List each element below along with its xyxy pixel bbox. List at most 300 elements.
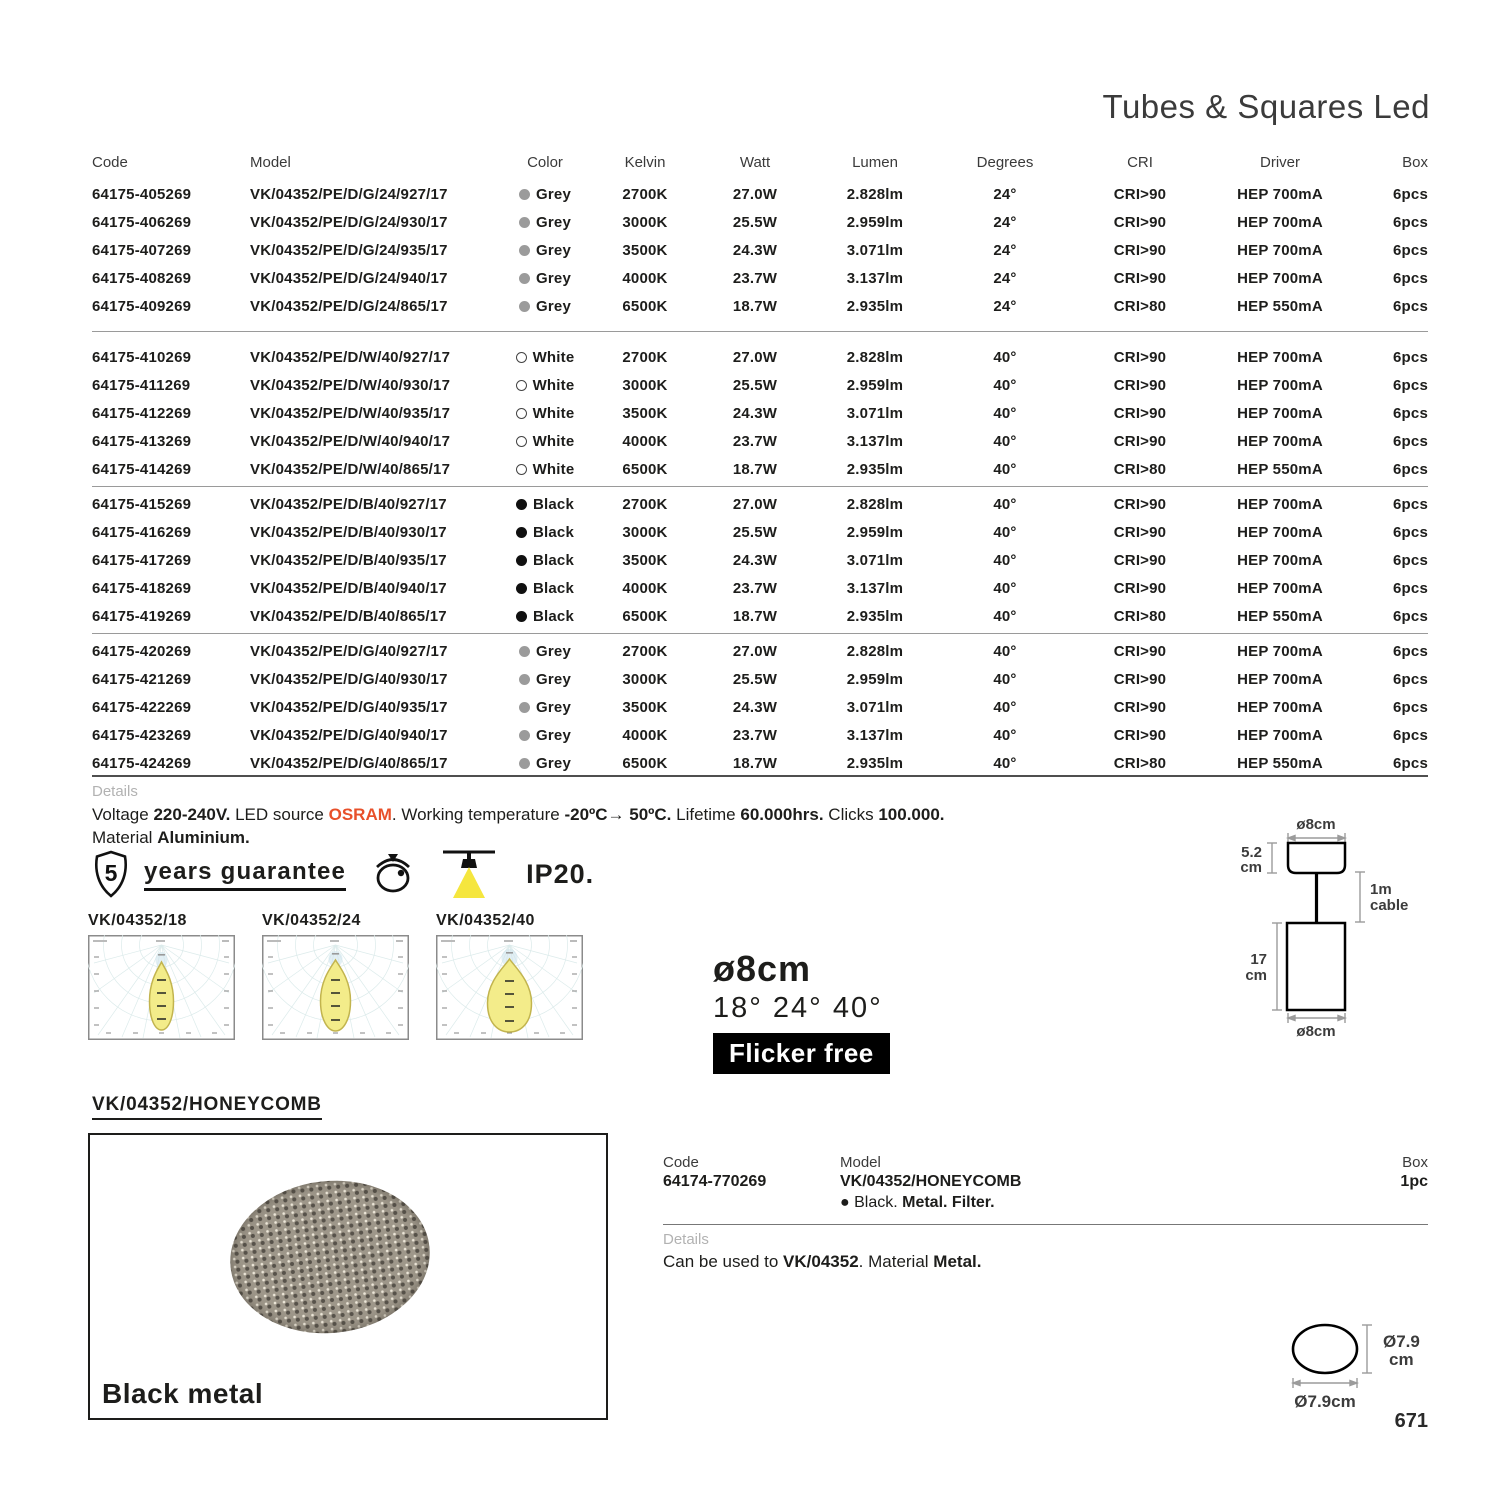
cell-model: VK/04352/PE/D/G/24/865/17 (250, 297, 448, 315)
svg-text:cm: cm (1389, 1350, 1414, 1369)
filter-dimension-drawing (1275, 1295, 1495, 1425)
cell-model: VK/04352/PE/D/B/40/930/17 (250, 523, 447, 541)
cell-kelvin: 6500K (622, 460, 668, 478)
cell-cri: CRI>90 (1113, 698, 1167, 716)
product-table (92, 148, 1428, 777)
cell-cri: CRI>90 (1113, 642, 1167, 660)
honeycomb-box-label: Box (1402, 1154, 1428, 1171)
cell-kelvin: 6500K (622, 607, 668, 625)
color-dot-black (516, 583, 527, 594)
details-line-1: Voltage 220-240V. LED source OSRAM. Working temperature -20ºC→ 50ºC. Lifetime 60.000hrs. Clicks 100.000. (92, 805, 945, 824)
cell-code: 64175-408269 (92, 269, 192, 287)
page-title: Tubes & Squares Led (1102, 88, 1430, 125)
cell-cri: CRI>90 (1113, 726, 1167, 744)
cell-driver: HEP 700mA (1237, 213, 1323, 231)
cell-lumen: 3.071lm (846, 241, 904, 259)
color-dot-black (516, 499, 527, 510)
cell-box: 6pcs (1393, 241, 1428, 259)
cell-box: 6pcs (1393, 523, 1428, 541)
cell-lumen: 3.071lm (846, 698, 904, 716)
cell-box: 6pcs (1393, 297, 1428, 315)
cell-degrees: 40° (993, 642, 1017, 660)
table-row (92, 546, 1428, 574)
cell-kelvin: 3500K (622, 241, 668, 259)
table-group-separator (92, 633, 1428, 634)
diagram-label: VK/04352/18 (88, 912, 187, 929)
cell-degrees: 40° (993, 348, 1017, 366)
cell-cri: CRI>90 (1113, 241, 1167, 259)
table-row (92, 236, 1428, 264)
cell-cri: CRI>90 (1113, 670, 1167, 688)
cell-degrees: 40° (993, 698, 1017, 716)
cell-degrees: 40° (993, 495, 1017, 513)
cell-kelvin: 3000K (622, 213, 668, 231)
diameter-label: ø8cm (713, 948, 812, 989)
table-row (92, 208, 1428, 236)
cell-code: 64175-422269 (92, 698, 192, 716)
color-dot-white (516, 408, 527, 419)
table-row (92, 264, 1428, 292)
cell-watt: 27.0W (732, 495, 778, 513)
cell-cri: CRI>90 (1113, 269, 1167, 287)
cell-degrees: 40° (993, 523, 1017, 541)
cell-kelvin: 2700K (622, 348, 668, 366)
header-box: Box (1402, 153, 1428, 171)
details-line-2: Material Aluminium. (92, 828, 250, 847)
cell-lumen: 2.935lm (846, 297, 904, 315)
cell-model: VK/04352/PE/D/G/40/930/17 (250, 670, 448, 688)
photometric-diagram-40 (436, 912, 583, 1045)
cell-model: VK/04352/PE/D/W/40/927/17 (250, 348, 451, 366)
honeycomb-spec-line: ● Black. Metal. Filter. (840, 1194, 995, 1211)
color-dot-grey (519, 189, 530, 200)
cell-watt: 18.7W (732, 607, 778, 625)
cell-box: 6pcs (1393, 698, 1428, 716)
cell-box: 6pcs (1393, 642, 1428, 660)
cell-watt: 23.7W (732, 726, 778, 744)
table-row (92, 637, 1428, 665)
honeycomb-code-label: Code (663, 1154, 699, 1171)
cell-code: 64175-409269 (92, 297, 192, 315)
table-row (92, 518, 1428, 546)
cell-model: VK/04352/PE/D/G/24/935/17 (250, 241, 448, 259)
cell-code: 64175-406269 (92, 213, 192, 231)
cell-code: 64175-410269 (92, 348, 192, 366)
table-header-row (92, 148, 1428, 176)
cell-driver: HEP 550mA (1237, 460, 1323, 478)
color-dot-grey (519, 646, 530, 657)
cell-model: VK/04352/PE/D/G/24/927/17 (250, 185, 448, 203)
cell-watt: 23.7W (732, 432, 778, 450)
cell-box: 6pcs (1393, 551, 1428, 569)
cell-color: White (500, 433, 590, 450)
cell-cri: CRI>90 (1113, 376, 1167, 394)
cell-lumen: 2.959lm (846, 376, 904, 394)
beam-plot-24 (262, 935, 409, 1040)
cell-model: VK/04352/PE/D/G/40/940/17 (250, 726, 448, 744)
photometric-diagrams (88, 912, 583, 1045)
cell-lumen: 2.828lm (846, 642, 904, 660)
color-dot-white (516, 352, 527, 363)
cell-cri: CRI>90 (1113, 551, 1167, 569)
cell-watt: 23.7W (732, 269, 778, 287)
cell-cri: CRI>90 (1113, 348, 1167, 366)
cell-box: 6pcs (1393, 185, 1428, 203)
svg-text:cm: cm (1240, 859, 1262, 876)
cell-driver: HEP 550mA (1237, 754, 1323, 772)
table-row (92, 180, 1428, 208)
cell-cri: CRI>80 (1113, 297, 1167, 315)
cell-code: 64175-420269 (92, 642, 192, 660)
cell-model: VK/04352/PE/D/W/40/865/17 (250, 460, 451, 478)
cell-driver: HEP 550mA (1237, 607, 1323, 625)
svg-text:ø8cm: ø8cm (1296, 816, 1336, 833)
cell-watt: 24.3W (732, 698, 778, 716)
cell-code: 64175-415269 (92, 495, 192, 513)
color-dot-grey (519, 301, 530, 312)
cell-lumen: 2.828lm (846, 495, 904, 513)
cell-lumen: 3.137lm (846, 579, 904, 597)
cell-cri: CRI>90 (1113, 579, 1167, 597)
color-dot-grey (519, 273, 530, 284)
cell-degrees: 40° (993, 551, 1017, 569)
cell-watt: 18.7W (732, 297, 778, 315)
header-kelvin: Kelvin (624, 153, 666, 171)
cell-watt: 18.7W (732, 754, 778, 772)
table-row (92, 749, 1428, 777)
cell-box: 6pcs (1393, 460, 1428, 478)
cell-cri: CRI>90 (1113, 495, 1167, 513)
cell-lumen: 2.959lm (846, 523, 904, 541)
cell-kelvin: 2700K (622, 495, 668, 513)
cell-color: Grey (500, 643, 590, 660)
cell-color: Grey (500, 214, 590, 231)
cell-lumen: 2.935lm (846, 754, 904, 772)
color-dot-grey (519, 245, 530, 256)
cell-color: White (500, 461, 590, 478)
cell-model: VK/04352/PE/D/G/40/927/17 (250, 642, 448, 660)
cell-model: VK/04352/PE/D/W/40/940/17 (250, 432, 451, 450)
table-row (92, 343, 1428, 371)
flicker-free-badge: Flicker free (713, 1033, 890, 1074)
details-heading: Details (92, 783, 138, 800)
cell-degrees: 24° (993, 185, 1017, 203)
cell-cri: CRI>80 (1113, 754, 1167, 772)
cell-kelvin: 3000K (622, 670, 668, 688)
honeycomb-image-frame (88, 1133, 608, 1420)
svg-text:Ø7.9: Ø7.9 (1383, 1332, 1420, 1351)
color-dot-grey (519, 217, 530, 228)
cell-lumen: 3.137lm (846, 269, 904, 287)
cell-kelvin: 3500K (622, 698, 668, 716)
cell-model: VK/04352/PE/D/B/40/927/17 (250, 495, 447, 513)
table-row (92, 292, 1428, 320)
cell-cri: CRI>90 (1113, 523, 1167, 541)
cell-box: 6pcs (1393, 269, 1428, 287)
cell-color: Grey (500, 727, 590, 744)
cell-model: VK/04352/PE/D/G/40/865/17 (250, 754, 448, 772)
cell-watt: 24.3W (732, 241, 778, 259)
cell-cri: CRI>90 (1113, 432, 1167, 450)
cell-degrees: 40° (993, 404, 1017, 422)
cell-driver: HEP 700mA (1237, 269, 1323, 287)
cell-model: VK/04352/PE/D/G/40/935/17 (250, 698, 448, 716)
cell-color: Black (500, 524, 590, 541)
cell-degrees: 40° (993, 607, 1017, 625)
cell-degrees: 40° (993, 579, 1017, 597)
cell-driver: HEP 550mA (1237, 297, 1323, 315)
svg-text:17: 17 (1250, 951, 1267, 968)
cell-model: VK/04352/PE/D/W/40/935/17 (250, 404, 451, 422)
color-dot-grey (519, 730, 530, 741)
cell-cri: CRI>90 (1113, 185, 1167, 203)
cell-box: 6pcs (1393, 495, 1428, 513)
cell-color: Grey (500, 186, 590, 203)
cell-watt: 24.3W (732, 404, 778, 422)
header-watt: Watt (739, 153, 771, 171)
cell-box: 6pcs (1393, 754, 1428, 772)
cell-degrees: 40° (993, 376, 1017, 394)
honeycomb-divider (663, 1224, 1428, 1225)
honeycomb-code-value: 64174-770269 (663, 1173, 767, 1190)
header-degrees: Degrees (976, 153, 1034, 171)
cell-driver: HEP 700mA (1237, 432, 1323, 450)
cell-lumen: 2.935lm (846, 607, 904, 625)
color-dot-black (516, 555, 527, 566)
table-body (92, 180, 1428, 777)
cell-cri: CRI>90 (1113, 213, 1167, 231)
cell-driver: HEP 700mA (1237, 670, 1323, 688)
cell-driver: HEP 700mA (1237, 185, 1323, 203)
table-row (92, 490, 1428, 518)
cell-driver: HEP 700mA (1237, 551, 1323, 569)
table-row (92, 693, 1428, 721)
cell-driver: HEP 700mA (1237, 241, 1323, 259)
cell-lumen: 3.071lm (846, 404, 904, 422)
cell-color: Grey (500, 699, 590, 716)
beam-plot-18 (88, 935, 235, 1040)
header-model: Model (250, 153, 291, 171)
cell-kelvin: 3500K (622, 404, 668, 422)
cell-driver: HEP 700mA (1237, 495, 1323, 513)
cell-code: 64175-418269 (92, 579, 192, 597)
table-group-separator (92, 486, 1428, 487)
header-code: Code (92, 153, 128, 171)
cell-color: White (500, 349, 590, 366)
cell-code: 64175-414269 (92, 460, 192, 478)
cell-box: 6pcs (1393, 607, 1428, 625)
cell-color: Grey (500, 242, 590, 259)
beam-plot-40 (436, 935, 583, 1040)
cell-kelvin: 4000K (622, 726, 668, 744)
cell-code: 64175-411269 (92, 376, 191, 394)
color-dot-grey (519, 758, 530, 769)
color-dot-grey (519, 674, 530, 685)
cell-color: White (500, 377, 590, 394)
cell-lumen: 2.959lm (846, 213, 904, 231)
cell-color: Black (500, 552, 590, 569)
color-dot-white (516, 380, 527, 391)
cell-driver: HEP 700mA (1237, 376, 1323, 394)
honeycomb-image-caption: Black metal (102, 1378, 264, 1409)
cell-lumen: 3.071lm (846, 551, 904, 569)
cell-code: 64175-423269 (92, 726, 192, 744)
cell-model: VK/04352/PE/D/B/40/865/17 (250, 607, 447, 625)
cell-degrees: 40° (993, 460, 1017, 478)
cell-watt: 27.0W (732, 348, 778, 366)
color-dot-white (516, 464, 527, 475)
svg-text:ø8cm: ø8cm (1296, 1023, 1336, 1040)
cell-cri: CRI>90 (1113, 404, 1167, 422)
cell-color: Black (500, 580, 590, 597)
color-dot-black (516, 611, 527, 622)
cell-degrees: 40° (993, 432, 1017, 450)
guarantee-label: years guarantee (144, 858, 346, 891)
cell-degrees: 24° (993, 269, 1017, 287)
table-row (92, 427, 1428, 455)
header-lumen: Lumen (852, 153, 898, 171)
cell-kelvin: 6500K (622, 754, 668, 772)
cell-watt: 23.7W (732, 579, 778, 597)
cell-lumen: 3.137lm (846, 432, 904, 450)
honeycomb-details-heading: Details (663, 1231, 709, 1248)
cell-box: 6pcs (1393, 579, 1428, 597)
pendant-spotlight-icon (440, 848, 498, 900)
cell-degrees: 24° (993, 297, 1017, 315)
cell-watt: 27.0W (732, 185, 778, 203)
cell-model: VK/04352/PE/D/B/40/940/17 (250, 579, 447, 597)
cell-color: Grey (500, 270, 590, 287)
cell-driver: HEP 700mA (1237, 523, 1323, 541)
color-dot-black (516, 527, 527, 538)
page-number: 671 (1394, 1410, 1428, 1432)
cell-color: Grey (500, 671, 590, 688)
cell-degrees: 24° (993, 241, 1017, 259)
cell-degrees: 40° (993, 754, 1017, 772)
svg-text:Ø7.9cm: Ø7.9cm (1294, 1392, 1356, 1411)
svg-text:5.2: 5.2 (1241, 844, 1262, 861)
cell-cri: CRI>80 (1113, 607, 1167, 625)
cell-code: 64175-407269 (92, 241, 192, 259)
cell-kelvin: 4000K (622, 432, 668, 450)
cell-driver: HEP 700mA (1237, 726, 1323, 744)
svg-text:cm: cm (1245, 967, 1267, 984)
honeycomb-box-value: 1pc (1400, 1173, 1428, 1190)
cell-degrees: 24° (993, 213, 1017, 231)
cell-box: 6pcs (1393, 376, 1428, 394)
photometric-diagram-18 (88, 912, 235, 1045)
cell-model: VK/04352/PE/D/W/40/930/17 (250, 376, 451, 394)
color-dot-grey (519, 702, 530, 713)
cell-watt: 25.5W (732, 213, 778, 231)
spec-block (713, 948, 890, 1074)
header-driver: Driver (1260, 153, 1300, 171)
cell-kelvin: 3500K (622, 551, 668, 569)
svg-text:cable: cable (1370, 897, 1409, 914)
cell-color: Grey (500, 298, 590, 315)
ip-rating-label: IP20. (526, 858, 595, 889)
cell-code: 64175-417269 (92, 551, 192, 569)
diagram-label: VK/04352/24 (262, 912, 361, 929)
table-row (92, 721, 1428, 749)
table-group-separator (92, 331, 1428, 332)
honeycomb-details-text: Can be used to VK/04352. Material Metal. (663, 1252, 982, 1271)
cell-kelvin: 6500K (622, 297, 668, 315)
honeycomb-filter-image (223, 1171, 438, 1343)
cell-box: 6pcs (1393, 670, 1428, 688)
cell-lumen: 2.828lm (846, 185, 904, 203)
cell-degrees: 40° (993, 670, 1017, 688)
cell-box: 6pcs (1393, 404, 1428, 422)
table-row (92, 455, 1428, 483)
cell-kelvin: 2700K (622, 642, 668, 660)
cell-watt: 18.7W (732, 460, 778, 478)
svg-text:1m: 1m (1370, 881, 1392, 898)
cell-color: Black (500, 496, 590, 513)
cell-code: 64175-419269 (92, 607, 192, 625)
cell-lumen: 2.828lm (846, 348, 904, 366)
cell-driver: HEP 700mA (1237, 698, 1323, 716)
cell-lumen: 2.959lm (846, 670, 904, 688)
cell-driver: HEP 700mA (1237, 579, 1323, 597)
diagram-label: VK/04352/40 (436, 912, 535, 929)
cell-box: 6pcs (1393, 348, 1428, 366)
cell-model: VK/04352/PE/D/B/40/935/17 (250, 551, 447, 569)
cell-driver: HEP 700mA (1237, 642, 1323, 660)
cell-code: 64175-424269 (92, 754, 192, 772)
feature-icons-row (90, 846, 594, 902)
cell-driver: HEP 700mA (1237, 348, 1323, 366)
honeycomb-model-label: Model (840, 1154, 881, 1171)
cell-kelvin: 3000K (622, 376, 668, 394)
table-row (92, 574, 1428, 602)
cell-watt: 24.3W (732, 551, 778, 569)
table-row (92, 602, 1428, 630)
honeycomb-model-value: VK/04352/HONEYCOMB (840, 1173, 1022, 1190)
rotation-icon (370, 850, 416, 898)
table-row (92, 371, 1428, 399)
cell-model: VK/04352/PE/D/G/24/930/17 (250, 213, 448, 231)
cell-watt: 25.5W (732, 523, 778, 541)
cell-driver: HEP 700mA (1237, 404, 1323, 422)
cell-lumen: 2.935lm (846, 460, 904, 478)
table-row (92, 399, 1428, 427)
table-row (92, 665, 1428, 693)
svg-text:5: 5 (104, 860, 118, 886)
cell-watt: 25.5W (732, 376, 778, 394)
honeycomb-heading: VK/04352/HONEYCOMB (92, 1094, 322, 1120)
header-color: Color (527, 153, 563, 171)
cell-code: 64175-412269 (92, 404, 192, 422)
cell-kelvin: 4000K (622, 579, 668, 597)
cell-watt: 27.0W (732, 642, 778, 660)
honeycomb-info (663, 1154, 1428, 1272)
cell-degrees: 40° (993, 726, 1017, 744)
cell-color: White (500, 405, 590, 422)
cell-code: 64175-405269 (92, 185, 192, 203)
cell-box: 6pcs (1393, 213, 1428, 231)
cell-watt: 25.5W (732, 670, 778, 688)
cell-code: 64175-416269 (92, 523, 192, 541)
cell-code: 64175-413269 (92, 432, 192, 450)
guarantee-shield-icon (90, 849, 132, 899)
cell-model: VK/04352/PE/D/G/24/940/17 (250, 269, 448, 287)
cell-lumen: 3.137lm (846, 726, 904, 744)
pendant-dimension-drawing (1210, 815, 1440, 1045)
cell-cri: CRI>80 (1113, 460, 1167, 478)
cell-box: 6pcs (1393, 726, 1428, 744)
cell-kelvin: 2700K (622, 185, 668, 203)
